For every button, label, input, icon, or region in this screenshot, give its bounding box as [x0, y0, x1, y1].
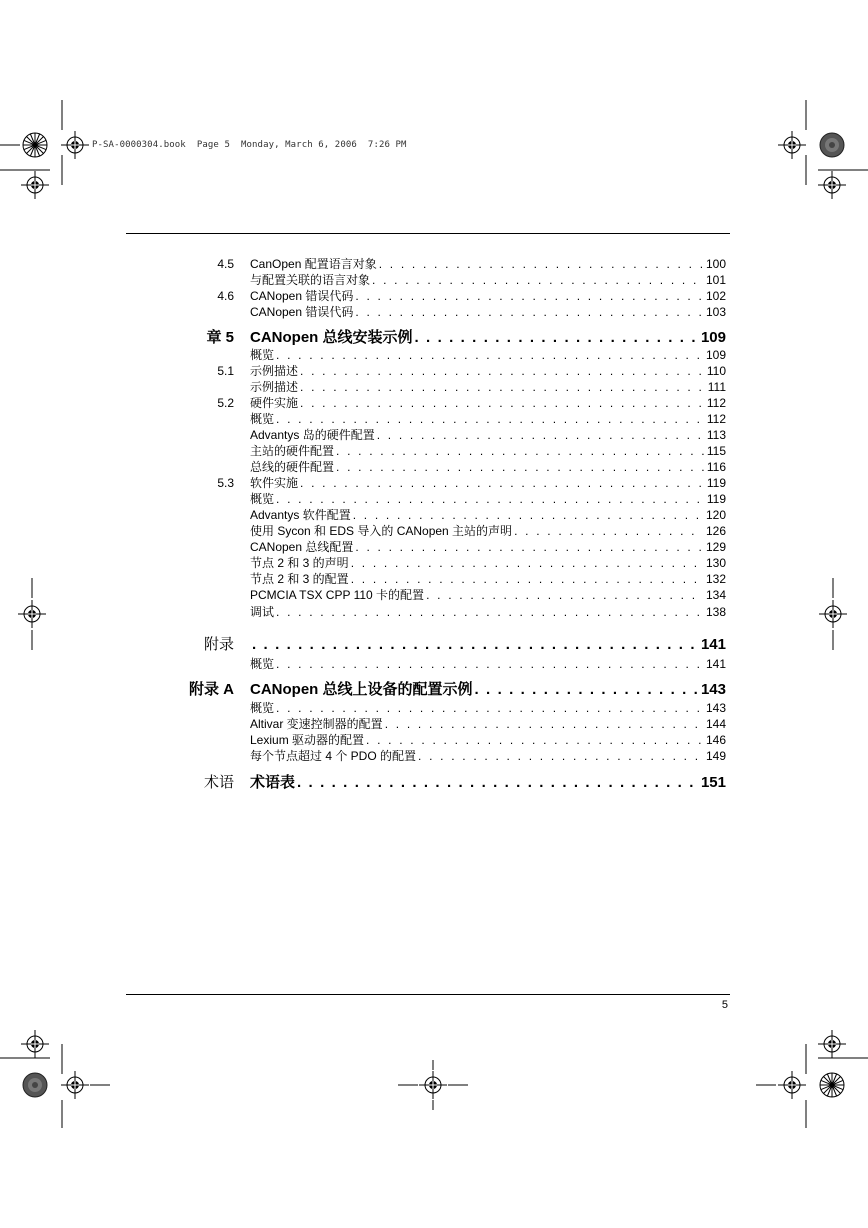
toc-dot-leader [415, 327, 698, 349]
toc-entry-line [250, 507, 726, 523]
toc-entry [0, 716, 868, 732]
toc-entry-line [250, 475, 726, 491]
toc-entry [0, 491, 868, 507]
toc-entry-title: 与配置关联的语言对象 [250, 273, 371, 287]
toc-entry [0, 523, 868, 539]
toc-entry-title: 软件实施 [250, 476, 299, 490]
toc-entry-page: 141 [700, 636, 726, 653]
toc-entry-page: 103 [705, 305, 726, 319]
toc-entry-title: CanOpen 配置语言对象 [250, 257, 377, 271]
toc-dot-leader [353, 507, 703, 523]
toc-dot-leader [276, 411, 704, 427]
toc-dot-leader [300, 379, 705, 395]
toc-entry [0, 634, 868, 656]
toc-entry [0, 772, 868, 794]
toc-entry-title: 总线的硬件配置 [250, 460, 335, 474]
toc-entry-title: Advantys 软件配置 [250, 508, 351, 522]
toc-entry-number: 术语 [203, 774, 234, 791]
toc-entry [0, 507, 868, 523]
toc-entry-line [250, 256, 726, 272]
toc-entry-page: 134 [705, 588, 726, 602]
toc-dot-leader [418, 748, 703, 764]
toc-entry-title: Lexium 驱动器的配置 [250, 733, 365, 747]
toc-dot-leader [372, 272, 703, 288]
toc-entry-page: 111 [707, 380, 726, 394]
toc-entry-title: 节点 2 和 3 的配置 [250, 572, 349, 586]
toc-entry-page: 129 [705, 540, 726, 554]
toc-entry-number: 章 5 [206, 329, 234, 346]
toc-entry [0, 443, 868, 459]
toc-entry [0, 304, 868, 320]
toc-entry-title: 硬件实施 [250, 396, 299, 410]
toc-dot-leader [276, 347, 703, 363]
toc-dot-leader [366, 732, 703, 748]
toc-entry [0, 700, 868, 716]
toc-entry-title: CANopen 错误代码 [250, 305, 354, 319]
toc-entry-line [250, 491, 726, 507]
toc-dot-leader [252, 634, 698, 656]
toc-entry-line [250, 656, 726, 672]
toc-entry-line [250, 587, 726, 603]
toc-dot-leader [300, 395, 704, 411]
toc-dot-leader [355, 539, 703, 555]
toc-entry-page: 126 [705, 524, 726, 538]
toc-entry-title: 节点 2 和 3 的声明 [250, 556, 349, 570]
toc-entry-line [250, 427, 726, 443]
toc-entry-title: CANopen 总线安装示例 [250, 329, 413, 346]
toc-entry-page: 144 [705, 717, 726, 731]
toc-entry-page: 146 [705, 733, 726, 747]
toc-entry-line [250, 634, 726, 656]
toc-entry-line [250, 716, 726, 732]
toc-dot-leader [276, 491, 704, 507]
toc-dot-leader [351, 555, 703, 571]
toc-entry [0, 748, 868, 764]
toc-entry-title: 术语表 [250, 774, 296, 791]
toc-entry [0, 411, 868, 427]
toc-entry-title: Advantys 岛的硬件配置 [250, 428, 375, 442]
toc-entry-title: CANopen 总线配置 [250, 540, 354, 554]
toc-entry-page: 101 [705, 273, 726, 287]
toc-dot-leader [385, 716, 703, 732]
toc-dot-leader [351, 571, 703, 587]
toc-entry-page: 119 [706, 492, 726, 506]
toc-entry [0, 587, 868, 603]
toc-dot-leader [355, 304, 703, 320]
toc-entry-number: 4.6 [217, 289, 234, 303]
toc-entry [0, 656, 868, 672]
toc-dot-leader [426, 587, 703, 603]
toc-dot-leader [336, 459, 704, 475]
toc-dot-leader [475, 679, 698, 701]
toc-entry-page: 149 [705, 749, 726, 763]
toc-entry [0, 379, 868, 395]
toc-entry [0, 327, 868, 349]
toc-entry-line [250, 555, 726, 571]
toc-entry-number: 5.1 [217, 364, 234, 378]
toc-entry-title: 概览 [250, 701, 275, 715]
toc-entry-page: 143 [700, 681, 726, 698]
toc-entry-title: 概览 [250, 412, 275, 426]
toc-entry-title: Altivar 变速控制器的配置 [250, 717, 383, 731]
toc-entry-number: 附录 A [188, 681, 234, 698]
toc-entry-title: 概览 [250, 492, 275, 506]
toc-entry [0, 459, 868, 475]
toc-entry-title: 概览 [250, 657, 275, 671]
toc-entry-page: 102 [705, 289, 726, 303]
toc-entry-title: 概览 [250, 348, 275, 362]
toc-entry-line [250, 772, 726, 794]
toc-entry [0, 288, 868, 304]
toc-entry-line [250, 700, 726, 716]
toc-entry-line [250, 288, 726, 304]
toc-entry [0, 732, 868, 748]
toc-entry-line [250, 679, 726, 701]
toc-entry-line [250, 523, 726, 539]
toc-entry [0, 272, 868, 288]
toc-dot-leader [377, 427, 704, 443]
book-header-line: P-SA-0000304.book Page 5 Monday, March 6, 2006 7:26 PM [92, 140, 407, 150]
toc-dot-leader [276, 700, 703, 716]
toc-entry [0, 395, 868, 411]
toc-entry-page: 138 [705, 605, 726, 619]
toc-dot-leader [514, 523, 703, 539]
toc-entry-title: CANopen 错误代码 [250, 289, 354, 303]
toc-entry-line [250, 379, 726, 395]
toc-entry-line [250, 732, 726, 748]
toc-entry [0, 571, 868, 587]
toc-dot-leader [379, 256, 703, 272]
toc-entry-page: 143 [705, 701, 726, 715]
toc-entry [0, 679, 868, 701]
toc-entry-title: 示例描述 [250, 364, 299, 378]
toc-entry-page: 115 [706, 444, 726, 458]
toc-entry-title: PCMCIA TSX CPP 110 卡的配置 [250, 588, 425, 602]
toc-entry-line [250, 347, 726, 363]
toc-dot-leader [300, 475, 704, 491]
toc-entry [0, 475, 868, 491]
toc-entry-page: 130 [705, 556, 726, 570]
toc-dot-leader [276, 604, 703, 620]
toc-dot-leader [336, 443, 704, 459]
toc-entry-page: 110 [706, 364, 726, 378]
toc-entry-title: 主站的硬件配置 [250, 444, 335, 458]
toc-entry-page: 116 [706, 460, 726, 474]
toc-entry-number: 5.3 [217, 476, 234, 490]
toc-entry-title: 使用 Sycon 和 EDS 导入的 CANopen 主站的声明 [250, 524, 513, 538]
toc-entry-page: 100 [705, 257, 726, 271]
toc-dot-leader [297, 772, 698, 794]
toc-entry-page: 113 [706, 428, 726, 442]
toc-entry [0, 604, 868, 620]
toc-entry-page: 109 [705, 348, 726, 362]
toc-entry-page: 120 [705, 508, 726, 522]
toc-dot-leader [276, 656, 703, 672]
toc-entry [0, 347, 868, 363]
toc-entry-line [250, 604, 726, 620]
toc-entry-line [250, 539, 726, 555]
toc-entry-line [250, 327, 726, 349]
toc-entry-number: 5.2 [217, 396, 234, 410]
toc-entry [0, 539, 868, 555]
page-number: 5 [721, 999, 728, 1011]
toc-entry-title: CANopen 总线上设备的配置示例 [250, 681, 473, 698]
toc-entry-title: 每个节点超过 4 个 PDO 的配置 [250, 749, 417, 763]
toc-entry-title: 示例描述 [250, 380, 299, 394]
toc-entry-number: 4.5 [217, 257, 234, 271]
toc-entry-page: 119 [706, 476, 726, 490]
toc-entry-line [250, 748, 726, 764]
toc-entry-line [250, 459, 726, 475]
toc-entry-page: 109 [700, 329, 726, 346]
toc-entry-line [250, 411, 726, 427]
toc-dot-leader [355, 288, 703, 304]
toc-entry-page: 141 [705, 657, 726, 671]
toc-entry-line [250, 363, 726, 379]
toc-entry-page: 112 [706, 412, 726, 426]
toc-entry-line [250, 443, 726, 459]
toc-entry-page: 132 [705, 572, 726, 586]
toc-dot-leader [300, 363, 704, 379]
toc-entry [0, 363, 868, 379]
toc-entry-line [250, 304, 726, 320]
toc-entry-line [250, 395, 726, 411]
toc-entry [0, 555, 868, 571]
toc-entry-line [250, 571, 726, 587]
toc-entry-title: 调试 [250, 605, 275, 619]
toc-entry [0, 427, 868, 443]
toc-entry-page: 151 [700, 774, 726, 791]
toc-entry-line [250, 272, 726, 288]
toc-entry-page: 112 [706, 396, 726, 410]
toc-entry-number: 附录 [203, 636, 234, 653]
toc-entry [0, 256, 868, 272]
